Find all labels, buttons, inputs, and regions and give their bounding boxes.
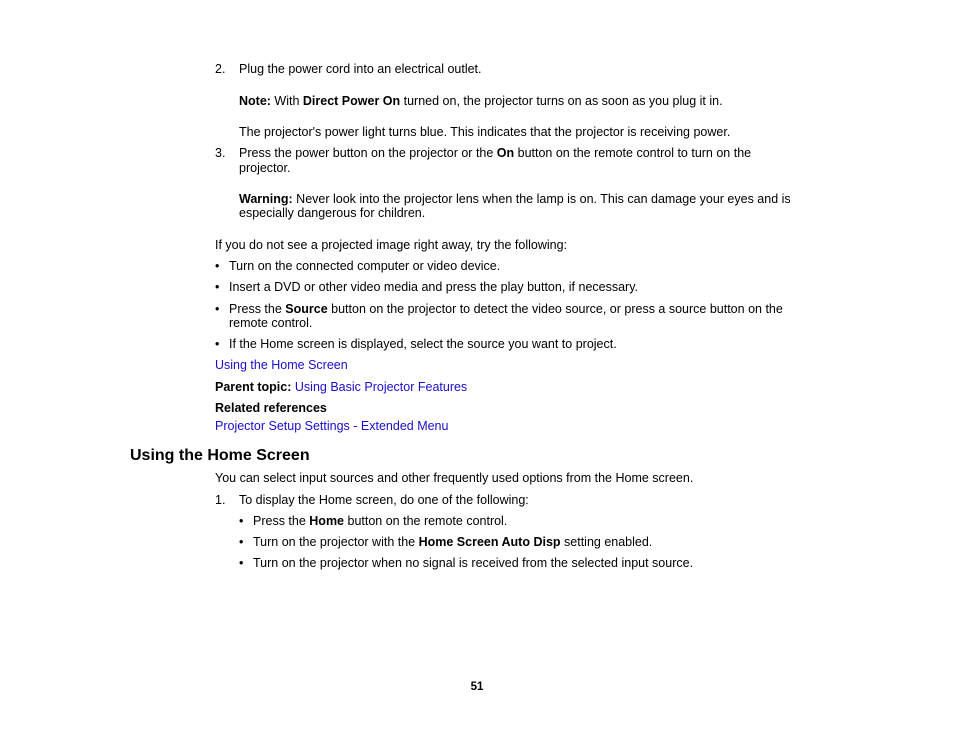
list-item: If the Home screen is displayed, select the source you want to project. [229, 337, 617, 351]
bullet: • [239, 556, 244, 570]
power-light-text: The projector's power light turns blue. This indicates that the projector is receiving power. [239, 125, 731, 139]
bullet: • [215, 302, 220, 316]
section-heading: Using the Home Screen [130, 447, 310, 464]
list-item: Press the Home button on the remote control. [253, 514, 508, 528]
warning-paragraph [239, 192, 791, 207]
warning-text-continued: especially dangerous for children. [239, 206, 426, 220]
note-paragraph [239, 94, 723, 109]
related-reference-link[interactable]: Projector Setup Settings - Extended Menu [215, 419, 449, 433]
bullet: • [239, 514, 244, 528]
on-button-name: On [496, 146, 515, 160]
note-setting-name: Direct Power On [302, 94, 401, 108]
home-screen-link[interactable]: Using the Home Screen [215, 358, 348, 372]
step-number: 2. [215, 62, 226, 76]
note-text: With [270, 94, 303, 108]
bullet: • [215, 280, 220, 294]
section-intro: You can select input sources and other frequently used options from the Home screen. [215, 471, 694, 485]
related-references-label: Related references [215, 401, 327, 415]
warning-text: Never look into the projector lens when the lamp is on. This can damage your eyes and is [292, 192, 791, 206]
note-label: Note: [239, 94, 271, 108]
list-item: Turn on the projector with the Home Screen Auto Disp setting enabled. [253, 535, 653, 549]
bullet: • [215, 337, 220, 351]
list-item: Insert a DVD or other video media and press the play button, if necessary. [229, 280, 639, 294]
list-item-continued: remote control. [229, 316, 313, 330]
step-text: Plug the power cord into an electrical outlet. [239, 62, 482, 76]
bullet: • [215, 259, 220, 273]
page-number: 51 [470, 681, 484, 693]
step-text: To display the Home screen, do one of the following: [239, 493, 529, 507]
bullet: • [239, 535, 244, 549]
parent-topic [215, 380, 467, 395]
home-button-name: Home [309, 514, 345, 528]
note-text: turned on, the projector turns on as soon as you plug it in. [400, 94, 723, 108]
warning-label: Warning: [239, 192, 293, 206]
step-text-continued: projector. [239, 161, 291, 175]
parent-topic-label: Parent topic: [215, 380, 292, 394]
source-button-name: Source [285, 302, 328, 316]
list-item: Turn on the connected computer or video device. [229, 259, 501, 273]
step-number: 1. [215, 493, 226, 507]
list-item: Turn on the projector when no signal is received from the selected input source. [253, 556, 694, 570]
parent-topic-link[interactable]: Using Basic Projector Features [294, 380, 468, 394]
list-item: Press the Source button on the projector to detect the video source, or press a source button on the [229, 302, 783, 316]
step-number: 3. [215, 146, 226, 160]
setting-name: Home Screen Auto Disp [418, 535, 561, 549]
troubleshoot-intro: If you do not see a projected image right away, try the following: [215, 238, 568, 252]
step-text: Press the power button on the projector or the On button on the remote control to turn on the [239, 146, 752, 160]
